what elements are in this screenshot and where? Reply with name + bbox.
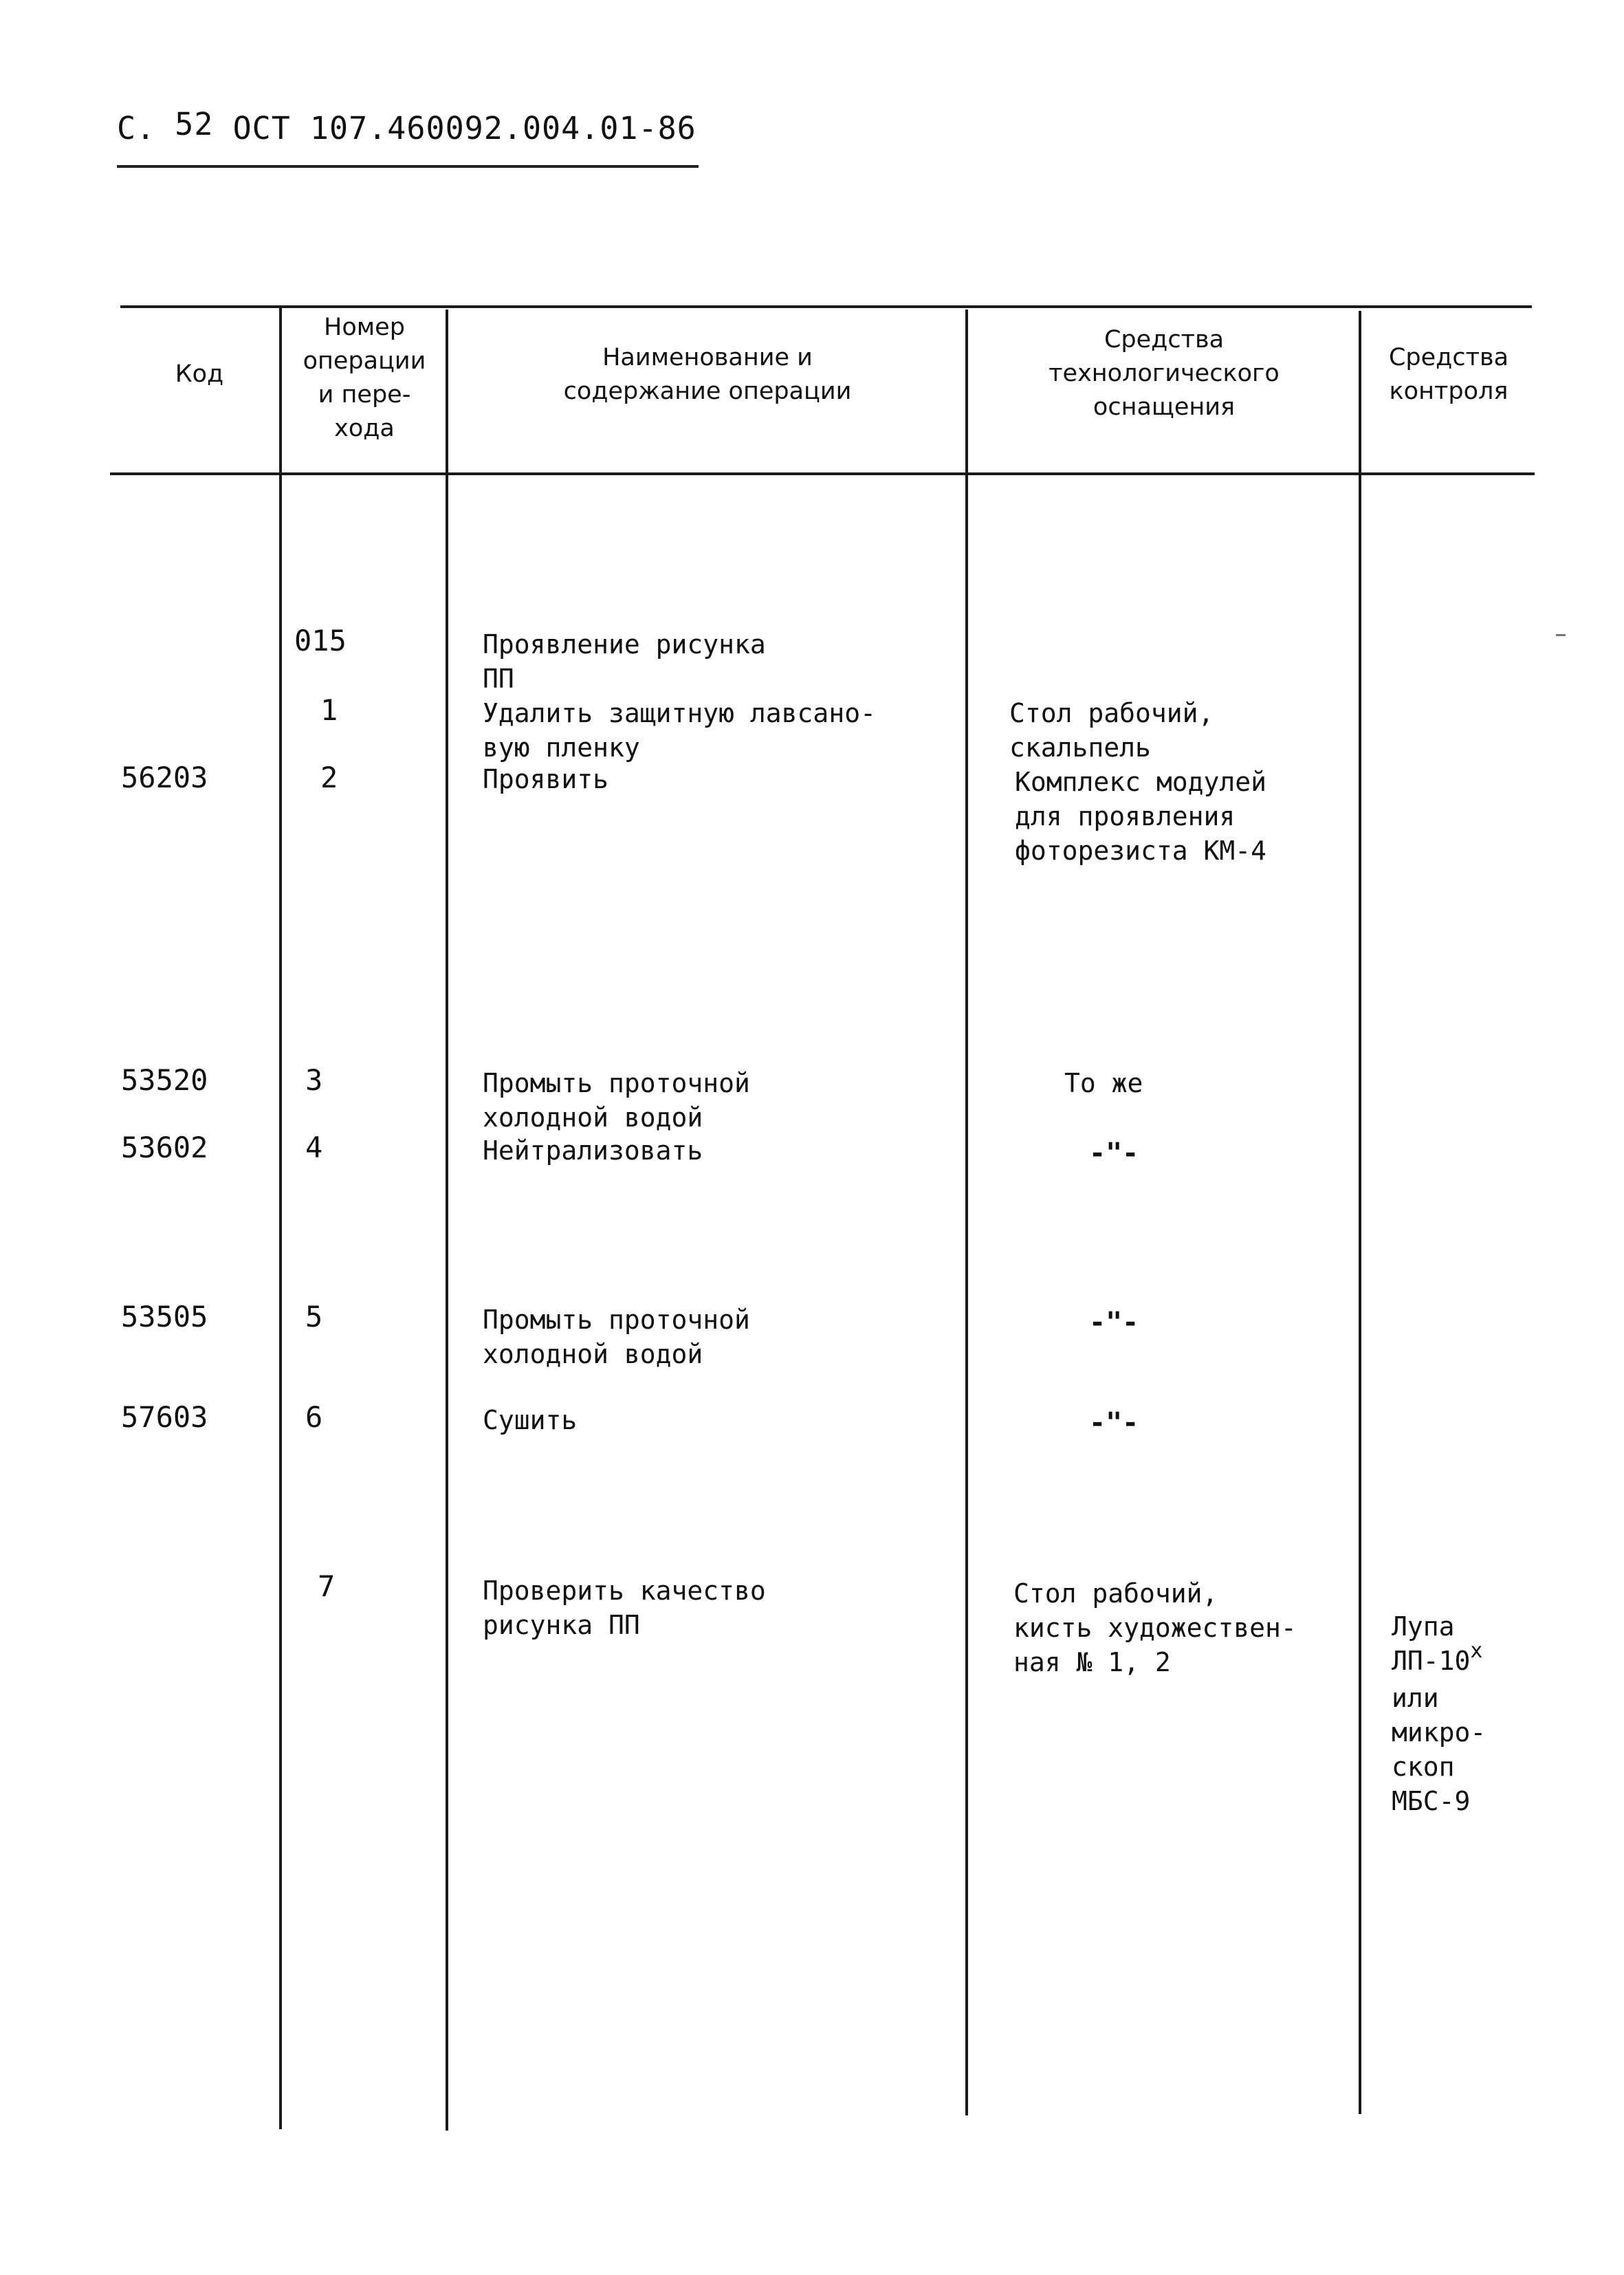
table-row-equipment: То же	[1064, 1068, 1143, 1098]
column-header-code: Код	[175, 360, 224, 388]
table-row-equipment-ditto: -"-	[1089, 1307, 1139, 1338]
table-row-operation-name: Сушить	[483, 1405, 578, 1435]
column-divider-2	[446, 309, 448, 2131]
table-row-op-number: 3	[305, 1063, 323, 1097]
table-row-equipment: Комплекс модулей для проявления фоторезиста КМ-4	[1015, 767, 1267, 866]
table-row-operation-name: Проверить качество рисунка ПП	[483, 1576, 766, 1640]
table-row-op-number: 6	[305, 1400, 323, 1434]
table-row-operation-name: Проявление рисунка ПП	[483, 629, 766, 694]
table-row-equipment-ditto: -"-	[1089, 1407, 1139, 1439]
column-divider-4	[1359, 311, 1361, 2114]
table-row-operation-name: Проявить	[483, 764, 609, 794]
table-row-code: 53602	[121, 1131, 208, 1164]
table-row-op-number: 5	[305, 1300, 323, 1334]
table-row-operation-name: Промыть проточной холодной водой	[483, 1305, 750, 1369]
column-divider-3	[965, 309, 968, 2115]
table-row-code: 53520	[121, 1063, 208, 1097]
column-header-equipment: Средства технологического оснащения	[1049, 326, 1280, 421]
table-row-equipment-ditto: -"-	[1089, 1138, 1139, 1169]
column-header-operation-name: Наименование и содержание операции	[563, 344, 852, 405]
table-row-code: 53505	[121, 1300, 208, 1334]
page-number: 52	[175, 106, 214, 142]
table-row-control	[1392, 1575, 1486, 1853]
header-underline	[117, 165, 699, 168]
table-row-operation-name: Нейтрализовать	[483, 1135, 703, 1166]
table-header-bottom-border	[110, 472, 1535, 475]
table-row-op-number: 015	[294, 624, 347, 657]
standard-designation: ОСТ 107.460092.004.01-86	[232, 110, 696, 146]
column-header-operation-number: Номер операции и пере- хода	[303, 314, 426, 442]
scan-artifact	[1556, 634, 1566, 636]
control-superscript: х	[1470, 1639, 1483, 1663]
table-top-border	[120, 305, 1532, 308]
column-divider-1	[279, 308, 282, 2129]
table-row-op-number: 7	[318, 1569, 336, 1603]
table-row-op-number: 4	[305, 1131, 323, 1164]
control-alternative: или микро- скоп МБС-9	[1392, 1683, 1486, 1816]
column-header-control: Средства контроля	[1388, 344, 1509, 405]
table-row-op-number: 1	[320, 693, 338, 727]
table-row-operation-name: Промыть проточной холодной водой	[483, 1068, 750, 1133]
table-row-operation-name: Удалить защитную лавсано- вую пленку	[483, 698, 876, 763]
table-row-equipment: Стол рабочий, скальпель	[1009, 698, 1214, 763]
table-row-code: 57603	[121, 1400, 208, 1434]
table-row-code: 56203	[121, 761, 208, 794]
table-row-equipment: Стол рабочий, кисть художествен- ная № 1, 2	[1013, 1578, 1297, 1677]
page-header	[117, 106, 696, 146]
table-row-op-number: 2	[320, 761, 338, 794]
page-prefix: С.	[117, 110, 156, 146]
control-instrument-name: Лупа ЛП-10	[1392, 1611, 1471, 1676]
